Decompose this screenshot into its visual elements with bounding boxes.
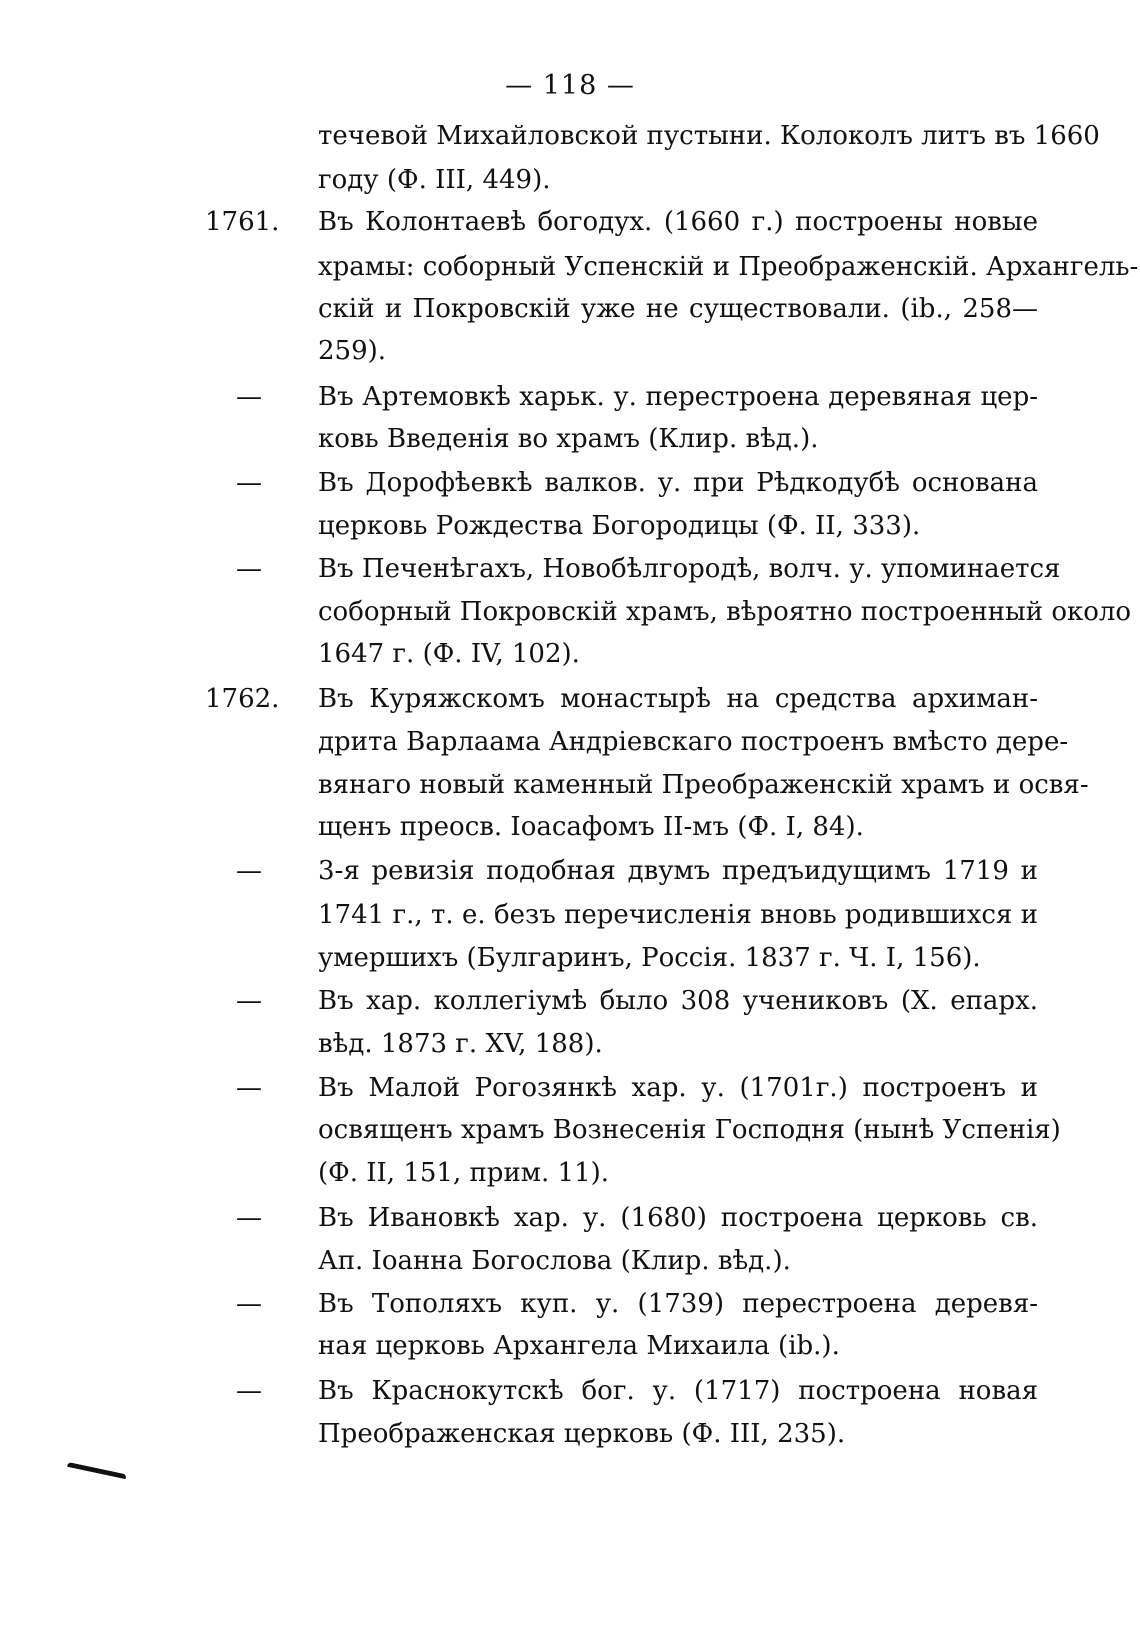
entry-line: Въ хар. коллегіумѣ было 308 учениковъ (Х. епарх. — [318, 986, 1038, 1016]
entry-line: вянаго новый каменный Преображенскій храмъ и освя- — [318, 770, 1089, 800]
dash-marker: — — [236, 986, 262, 1016]
entry-line: 1647 г. (Ф. IV, 102). — [318, 639, 580, 669]
entry-collegium — [0, 978, 1140, 1024]
entry-line: Въ Печенѣгахъ, Новобѣлгородѣ, волч. у. упоминается — [318, 554, 1061, 584]
entry-line: 1741 г., т. е. безъ перечисленія вновь родившихся и — [318, 900, 1038, 930]
entry-line: храмы: соборный Успенскій и Преображенскій. Архангель- — [318, 252, 1139, 282]
entry-line: Въ Артемовкѣ харьк. у. перестроена деревяная цер- — [318, 382, 1038, 412]
dash-marker: — — [236, 1376, 262, 1406]
page-number: — 118 — — [505, 70, 635, 101]
year-marker: 1761. — [205, 207, 280, 237]
entry-line: Въ Краснокутскѣ бог. у. (1717) построена новая — [318, 1376, 1038, 1406]
entry-line: умершихъ (Булгаринъ, Россія. 1837 г. Ч. I, 156). — [318, 943, 981, 973]
text-line — [0, 244, 1140, 290]
entry-line: 259). — [318, 336, 387, 366]
text-line — [0, 1021, 1140, 1067]
entry-line: щенъ преосв. Іоасафомъ II-мъ (Ф. I, 84). — [318, 812, 864, 842]
text-line — [0, 157, 1140, 203]
entry-line: (Ф. II, 151, прим. 11). — [318, 1158, 610, 1188]
entry-revision — [0, 848, 1140, 894]
entry-line: ковь Введенія во храмъ (Клир. вѣд.). — [318, 424, 819, 454]
text-line — [0, 892, 1140, 938]
dash-marker: — — [236, 856, 262, 886]
text-line — [0, 503, 1140, 549]
text-line — [0, 631, 1140, 677]
text-line — [0, 1107, 1140, 1153]
entry-line: 3-я ревизія подобная двумъ предъидущимъ 1719 и — [318, 856, 1038, 886]
text-line — [0, 719, 1140, 765]
text-line — [0, 286, 1140, 332]
entry-krasnokutsk — [0, 1368, 1140, 1414]
entry-line: Ап. Іоанна Богослова (Клир. вѣд.). — [318, 1246, 791, 1276]
year-marker: 1762. — [205, 684, 280, 714]
entry-line: Въ Колонтаевѣ богодух. (1660 г.) построены новые — [318, 207, 1038, 237]
entry-line: течевой Михайловской пустыни. Колоколъ литъ въ 1660 — [318, 121, 1100, 151]
entry-line: году (Ф. III, 449). — [318, 165, 551, 195]
entry-1762-kuryazh — [0, 676, 1140, 722]
entry-line: дрита Варлаама Андрiевскаго построенъ вмѣсто дере- — [318, 727, 1069, 757]
entry-line: Въ Ивановкѣ хар. у. (1680) построена церковь св. — [318, 1203, 1038, 1233]
text-line — [0, 589, 1140, 635]
entry-1761-kolontaev — [0, 199, 1140, 245]
dash-marker: — — [236, 1203, 262, 1233]
entry-ivanovka — [0, 1195, 1140, 1241]
entry-line: Въ Дорофѣевкѣ валков. у. при Рѣдкодубѣ основана — [318, 468, 1038, 498]
entry-artemovka — [0, 374, 1140, 420]
text-line — [0, 1411, 1140, 1457]
text-line — [0, 1238, 1140, 1284]
entry-line: освященъ храмъ Вознесенія Господня (нынѣ Успенія) — [318, 1115, 1061, 1145]
text-line — [0, 113, 1140, 159]
entry-dorofeevka — [0, 460, 1140, 506]
text-line — [0, 416, 1140, 462]
entry-line: Въ Малой Рогозянкѣ хар. у. (1701г.) построенъ и — [318, 1073, 1038, 1103]
entry-line: церковь Рождества Богородицы (Ф. II, 333). — [318, 511, 921, 541]
entry-line: скій и Покровскій уже не существовали. (ib., 258— — [318, 294, 1038, 324]
entry-pechenegi — [0, 546, 1140, 592]
entry-line: Преображенская церковь (Ф. III, 235). — [318, 1419, 846, 1449]
entry-rogozyanka — [0, 1065, 1140, 1111]
text-line — [0, 804, 1140, 850]
entry-line: соборный Покровскій храмъ, вѣроятно построенный около — [318, 597, 1132, 627]
text-line — [0, 1150, 1140, 1196]
dash-marker: — — [236, 1289, 262, 1319]
entry-topoli — [0, 1281, 1140, 1327]
dash-marker: — — [236, 554, 262, 584]
ink-mark — [65, 1462, 126, 1487]
text-line — [0, 935, 1140, 981]
entry-line: вѣд. 1873 г. XV, 188). — [318, 1029, 603, 1059]
entry-line: Въ Куряжскомъ монастырѣ на средства архиман- — [318, 684, 1038, 714]
dash-marker: — — [236, 1073, 262, 1103]
text-line — [0, 1323, 1140, 1369]
entry-line: ная церковь Архангела Михаила (ib.). — [318, 1331, 840, 1361]
text-line — [0, 762, 1140, 808]
entry-line: Въ Тополяхъ куп. у. (1739) перестроена деревя- — [318, 1289, 1038, 1319]
dash-marker: — — [236, 468, 262, 498]
text-line — [0, 328, 1140, 374]
dash-marker: — — [236, 382, 262, 412]
